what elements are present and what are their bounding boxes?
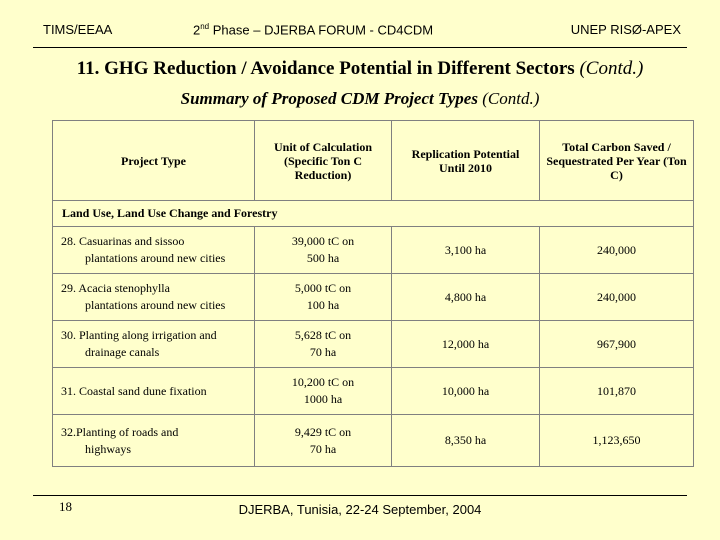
unit-cell	[255, 415, 392, 467]
project-name-line1: 31. Coastal sand dune fixation	[61, 383, 207, 398]
section-row	[53, 201, 694, 227]
project-name-line1: 30. Planting along irrigation and	[61, 328, 217, 342]
unit-cell	[255, 227, 392, 274]
unit-line2: 1000 ha	[303, 392, 343, 406]
header-right: UNEP RISØ-APEX	[570, 22, 681, 37]
unit-line1: 10,200 tC on	[291, 375, 355, 389]
project-name-line1: 32.Planting of roads and	[61, 424, 179, 439]
project-name-cell	[53, 368, 255, 415]
header-divider	[33, 47, 687, 48]
slide-subtitle-main: Summary of Proposed CDM Project Types	[180, 89, 483, 108]
project-name-line2: plantations around new cities	[85, 251, 226, 265]
replication-cell: 12,000 ha	[392, 321, 540, 368]
header-left: TIMS/EEAA	[43, 22, 113, 37]
col-header-replication: Replication Potential Until 2010	[392, 121, 540, 201]
total-carbon-cell: 240,000	[540, 227, 694, 274]
project-name-line2: plantations around new cities	[85, 298, 226, 312]
total-carbon-cell: 1,123,650	[540, 415, 694, 467]
header-center-num: 2	[193, 22, 201, 38]
footer-text: DJERBA, Tunisia, 22-24 September, 2004	[238, 502, 482, 517]
project-name-line1: 29. Acacia stenophylla	[61, 281, 170, 295]
cdm-project-table	[52, 120, 694, 467]
slide-title-contd: (Contd.)	[579, 58, 644, 79]
project-name-cell	[53, 415, 255, 467]
footer-divider	[33, 495, 687, 496]
unit-line1: 5,628 tC on	[294, 328, 352, 342]
slide-subtitle-contd: (Contd.)	[482, 89, 540, 108]
replication-cell: 4,800 ha	[392, 274, 540, 321]
unit-line1: 39,000 tC on	[291, 234, 355, 248]
header-center-text: Phase – DJERBA FORUM - CD4CDM	[209, 22, 434, 38]
unit-line2: 70 ha	[309, 345, 337, 359]
slide-title-main: 11. GHG Reduction / Avoidance Potential in Different Sectors	[76, 58, 580, 79]
col-header-project-type: Project Type	[53, 121, 255, 201]
total-carbon-cell: 240,000	[540, 274, 694, 321]
unit-line2: 100 ha	[306, 298, 340, 312]
replication-cell: 3,100 ha	[392, 227, 540, 274]
page-number: 18	[59, 499, 72, 514]
total-carbon-cell: 101,870	[540, 368, 694, 415]
section-label: Land Use, Land Use Change and Forestry	[53, 201, 694, 227]
unit-cell	[255, 368, 392, 415]
replication-cell: 8,350 ha	[392, 415, 540, 467]
unit-line1: 5,000 tC on	[294, 281, 352, 295]
project-name-line1: 28. Casuarinas and sissoo	[61, 234, 185, 248]
unit-cell	[255, 321, 392, 368]
project-name-cell	[53, 274, 255, 321]
header-center	[193, 22, 433, 37]
unit-line2: 70 ha	[309, 441, 337, 456]
project-name-cell	[53, 321, 255, 368]
slide-subtitle	[0, 89, 720, 109]
unit-line1: 9,429 tC on	[294, 424, 352, 439]
table-row	[53, 227, 694, 274]
table-row	[53, 368, 694, 415]
table-row	[53, 415, 694, 467]
project-name-line2: drainage canals	[85, 345, 160, 359]
unit-line2: 500 ha	[306, 251, 340, 265]
project-name-cell	[53, 227, 255, 274]
table-row	[53, 274, 694, 321]
project-name-line2: highways	[85, 441, 131, 456]
table-row	[53, 321, 694, 368]
table-header-row	[53, 121, 694, 201]
col-header-total-carbon: Total Carbon Saved / Sequestrated Per Year (Ton C)	[540, 121, 694, 201]
replication-cell: 10,000 ha	[392, 368, 540, 415]
total-carbon-cell: 967,900	[540, 321, 694, 368]
slide-title	[0, 58, 720, 80]
unit-cell	[255, 274, 392, 321]
header-center-sup: nd	[200, 22, 210, 31]
col-header-unit: Unit of Calculation (Specific Ton C Reduction)	[255, 121, 392, 201]
